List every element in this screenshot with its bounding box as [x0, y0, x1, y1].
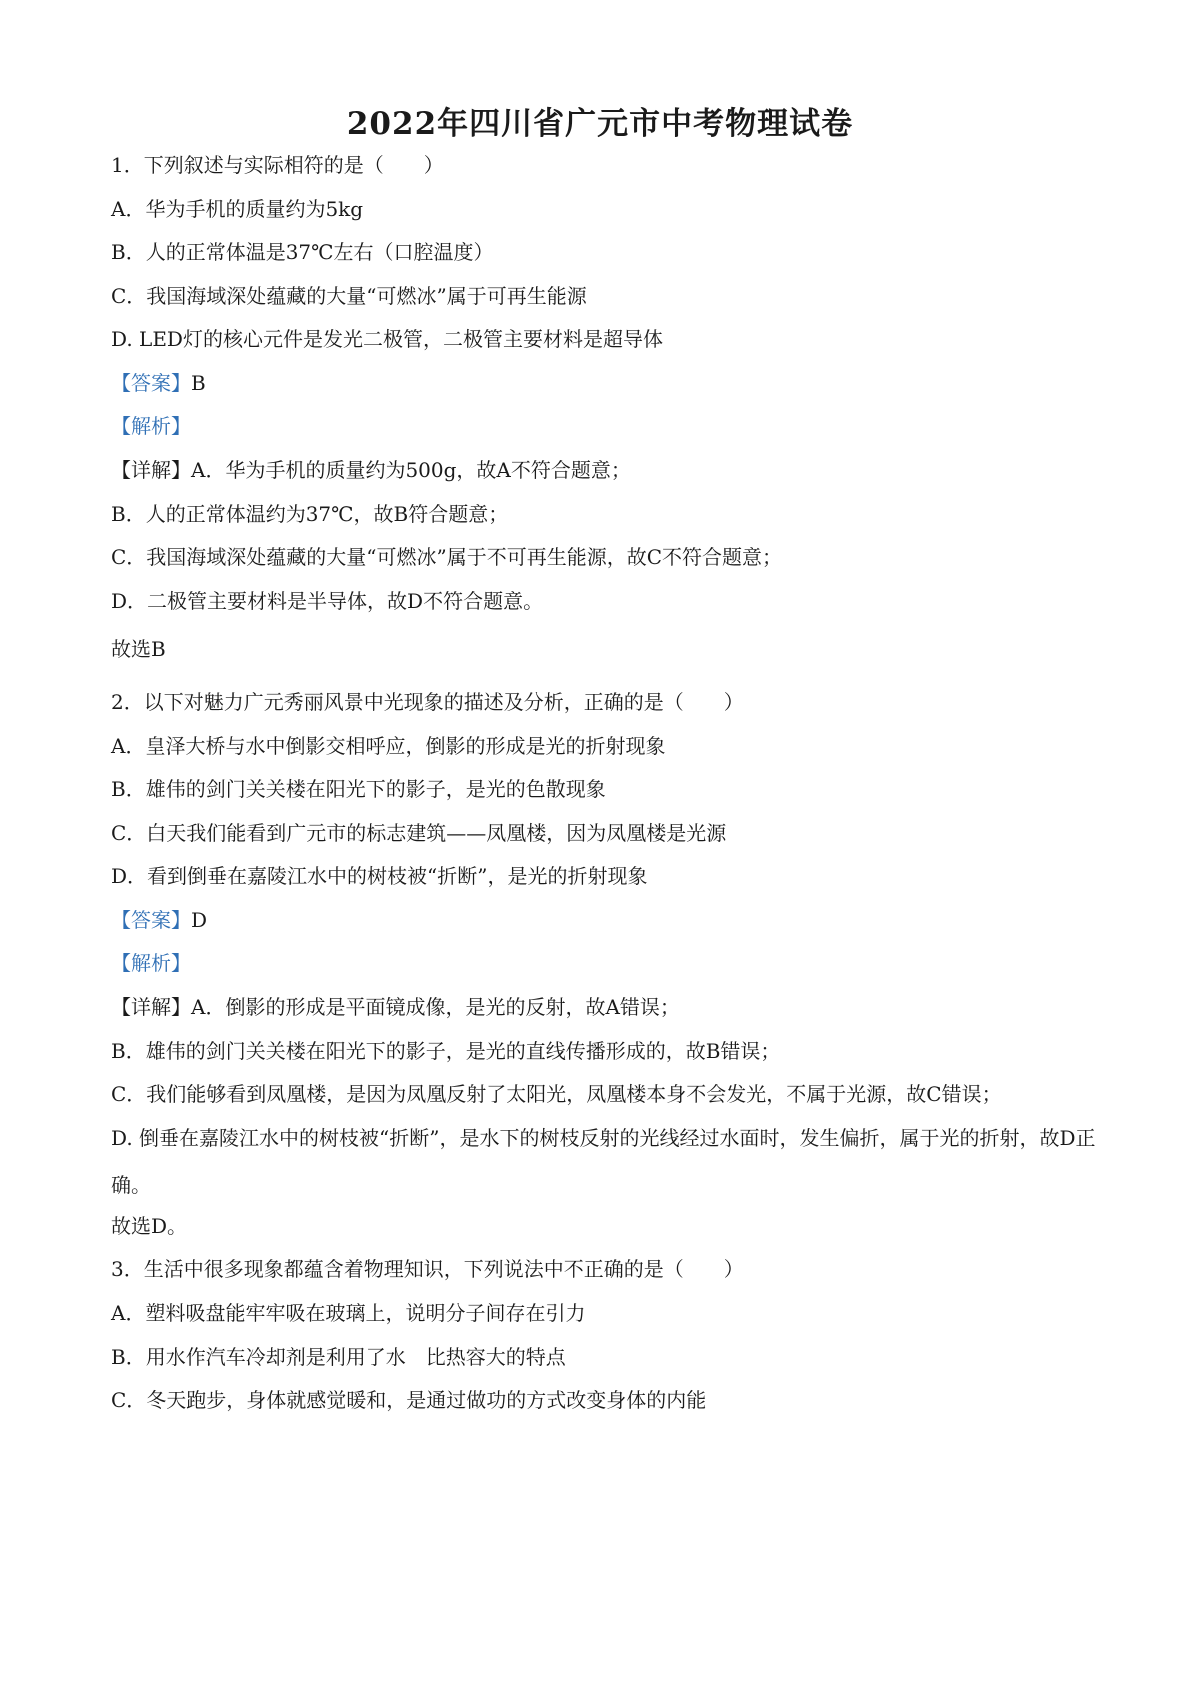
question-2-option-b: B．雄伟的剑门关关楼在阳光下的影子，是光的色散现象 [111, 777, 606, 801]
question-2-detail-a: 【详解】A．倒影的形成是平面镜成像，是光的反射，故A错误； [111, 995, 680, 1019]
question-1-option-b: B．人的正常体温是37℃左右（口腔温度） [111, 240, 494, 264]
question-1-answer [111, 368, 206, 398]
question-2-detail-b: B．雄伟的剑门关关楼在阳光下的影子，是光的直线传播形成的，故B错误； [111, 1039, 781, 1063]
question-3-stem: 3．生活中很多现象都蕴含着物理知识，下列说法中不正确的是（ ） [111, 1257, 744, 1281]
question-2-detail-d: D. 倒垂在嘉陵江水中的树枝被“折断”，是水下的树枝反射的光线经过水面时，发生偏折，属于光的折射，故D正确。 [111, 1126, 1096, 1197]
question-1-conclusion: 故选B [111, 637, 166, 661]
question-3-option-a: A．塑料吸盘能牢牢吸在玻璃上，说明分子间存在引力 [111, 1301, 586, 1325]
question-1-analysis-label: 【解析】 [111, 414, 191, 438]
question-2-stem: 2．以下对魅力广元秀丽风景中光现象的描述及分析，正确的是（ ） [111, 690, 744, 714]
question-1-detail-c: C．我国海域深处蕴藏的大量“可燃冰”属于不可再生能源，故C不符合题意； [111, 545, 783, 569]
question-2-detail-c: C．我们能够看到凤凰楼，是因为凤凰反射了太阳光，凤凰楼本身不会发光，不属于光源，故C错误； [111, 1082, 1002, 1106]
question-2-analysis-label: 【解析】 [111, 951, 191, 975]
question-2-answer [111, 905, 207, 935]
page-title: 2022年四川省广元市中考物理试卷 [346, 106, 854, 142]
question-2-option-c: C．白天我们能看到广元市的标志建筑——凤凰楼，因为凤凰楼是光源 [111, 821, 727, 845]
question-3-option-b: B．用水作汽车冷却剂是利用了水 比热容大的特点 [111, 1345, 566, 1369]
answer-value: D [191, 908, 208, 932]
question-2-option-a: A．皇泽大桥与水中倒影交相呼应，倒影的形成是光的折射现象 [111, 734, 666, 758]
question-1-stem: 1．下列叙述与实际相符的是（ ） [111, 153, 444, 177]
question-1-detail-b: B．人的正常体温约为37℃，故B符合题意； [111, 502, 509, 526]
answer-value: B [191, 371, 206, 395]
question-2-conclusion: 故选D。 [111, 1214, 188, 1238]
question-1-detail-a: 【详解】A．华为手机的质量约为500g，故A不符合题意； [111, 458, 631, 482]
question-1-option-c: C．我国海域深处蕴藏的大量“可燃冰”属于可再生能源 [111, 284, 587, 308]
answer-label: 【答案】 [111, 371, 191, 395]
question-1-detail-d: D．二极管主要材料是半导体，故D不符合题意。 [111, 589, 544, 613]
answer-label: 【答案】 [111, 908, 191, 932]
question-1-option-d: D. LED灯的核心元件是发光二极管，二极管主要材料是超导体 [111, 327, 663, 351]
question-2-option-d: D．看到倒垂在嘉陵江水中的树枝被“折断”，是光的折射现象 [111, 864, 648, 888]
question-1-option-a: A．华为手机的质量约为5kg [111, 197, 364, 221]
question-3-option-c: C．冬天跑步，身体就感觉暖和，是通过做功的方式改变身体的内能 [111, 1388, 707, 1412]
